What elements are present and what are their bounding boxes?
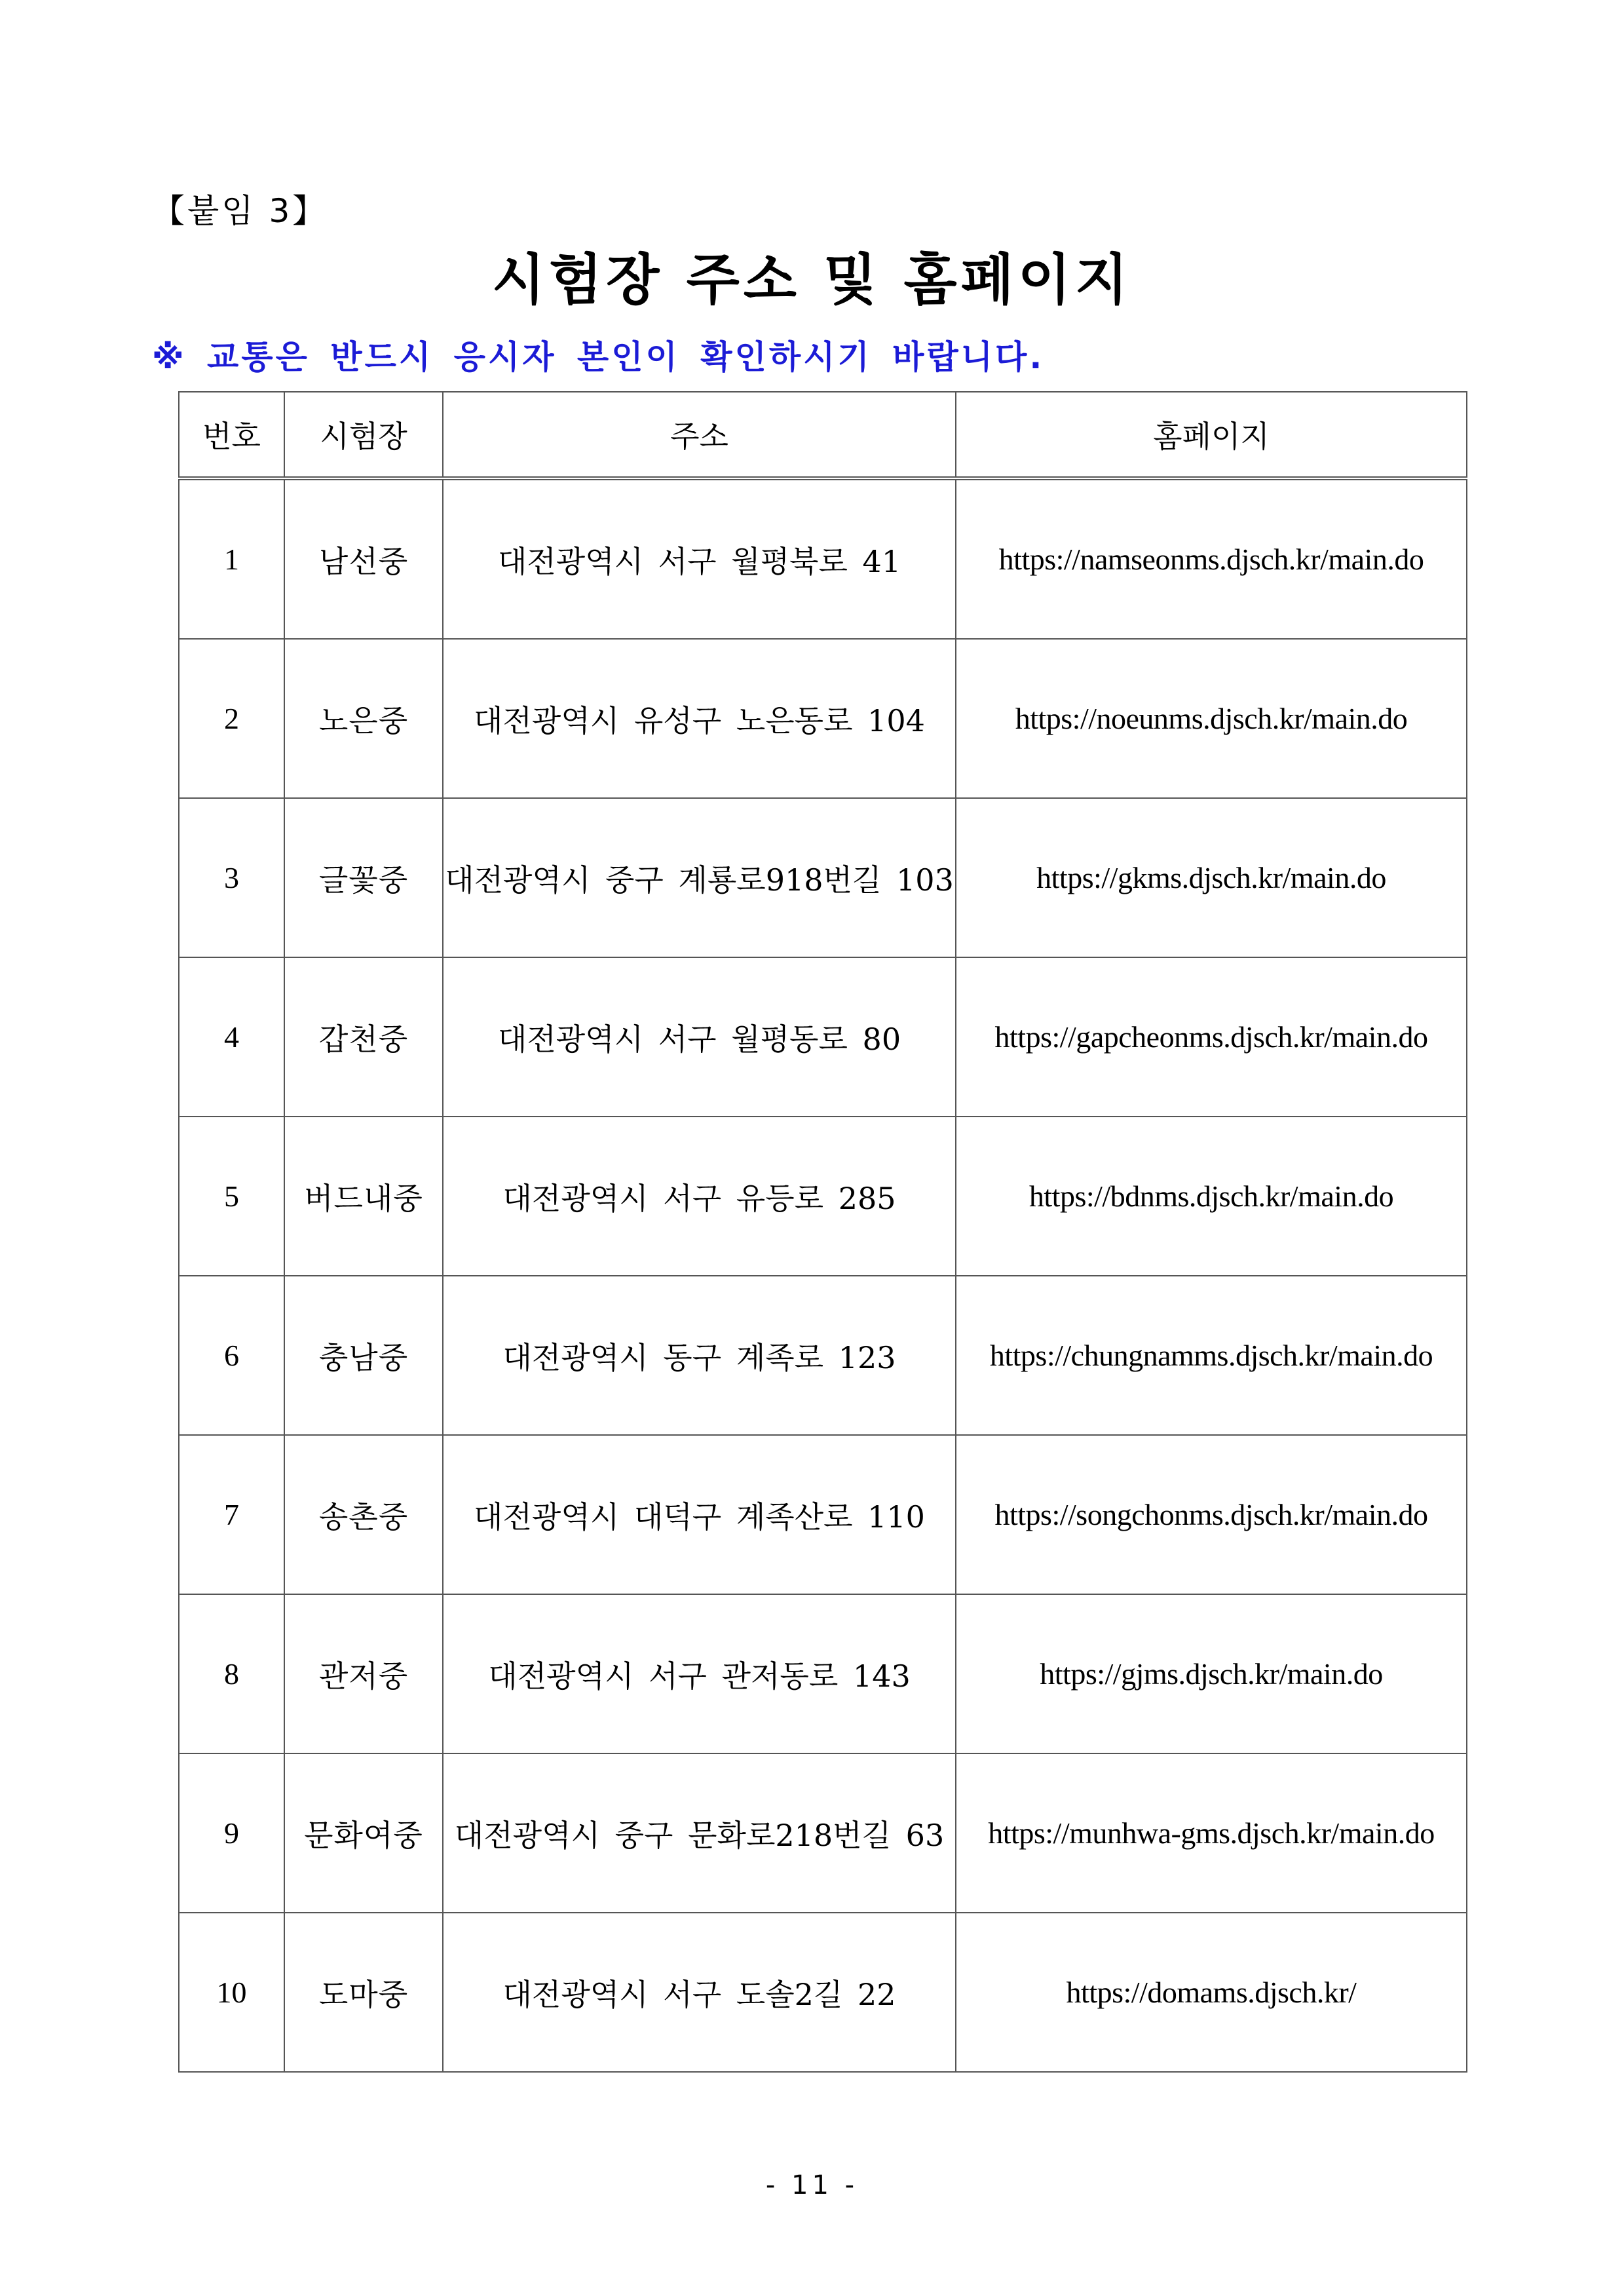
- site-name: 버드내중: [284, 1117, 443, 1276]
- header-site: 시험장: [284, 392, 443, 478]
- site-homepage-link[interactable]: https://gkms.djsch.kr/main.do: [956, 798, 1467, 957]
- header-homepage: 홈페이지: [956, 392, 1467, 478]
- site-name: 송촌중: [284, 1435, 443, 1594]
- site-homepage-link[interactable]: https://munhwa-gms.djsch.kr/main.do: [956, 1753, 1467, 1913]
- site-name: 문화여중: [284, 1753, 443, 1913]
- row-number: 6: [179, 1276, 284, 1435]
- site-address: 대전광역시 유성구 노은동로 104: [443, 639, 956, 798]
- table-row: [179, 639, 1467, 798]
- table-row: [179, 1276, 1467, 1435]
- site-address: 대전광역시 서구 관저동로 143: [443, 1594, 956, 1753]
- site-homepage-link[interactable]: https://gjms.djsch.kr/main.do: [956, 1594, 1467, 1753]
- exam-site-table: [178, 391, 1467, 2073]
- site-address: 대전광역시 서구 월평동로 80: [443, 957, 956, 1117]
- site-name: 관저중: [284, 1594, 443, 1753]
- row-number: 2: [179, 639, 284, 798]
- site-homepage-link[interactable]: https://chungnamms.djsch.kr/main.do: [956, 1276, 1467, 1435]
- site-address: 대전광역시 서구 도솔2길 22: [443, 1913, 956, 2072]
- site-name: 도마중: [284, 1913, 443, 2072]
- site-name: 글꽃중: [284, 798, 443, 957]
- site-homepage-link[interactable]: https://songchonms.djsch.kr/main.do: [956, 1435, 1467, 1594]
- site-address: 대전광역시 서구 유등로 285: [443, 1117, 956, 1276]
- site-address: 대전광역시 중구 계룡로918번길 103: [443, 798, 956, 957]
- site-name: 남선중: [284, 478, 443, 639]
- page-number: - 11 -: [765, 2170, 859, 2200]
- attachment-label: 【붙임 3】: [152, 192, 328, 230]
- table-header-row: [179, 392, 1467, 478]
- site-homepage-link[interactable]: https://domams.djsch.kr/: [956, 1913, 1467, 2072]
- site-name: 노은중: [284, 639, 443, 798]
- table-row: [179, 1435, 1467, 1594]
- site-homepage-link[interactable]: https://noeunms.djsch.kr/main.do: [956, 639, 1467, 798]
- header-address: 주소: [443, 392, 956, 478]
- site-address: 대전광역시 동구 계족로 123: [443, 1276, 956, 1435]
- row-number: 1: [179, 478, 284, 639]
- table-row: [179, 1913, 1467, 2072]
- row-number: 7: [179, 1435, 284, 1594]
- site-address: 대전광역시 서구 월평북로 41: [443, 478, 956, 639]
- site-homepage-link[interactable]: https://gapcheonms.djsch.kr/main.do: [956, 957, 1467, 1117]
- row-number: 8: [179, 1594, 284, 1753]
- table-row: [179, 1117, 1467, 1276]
- site-name: 갑천중: [284, 957, 443, 1117]
- site-address: 대전광역시 중구 문화로218번길 63: [443, 1753, 956, 1913]
- site-address: 대전광역시 대덕구 계족산로 110: [443, 1435, 956, 1594]
- table-row: [179, 957, 1467, 1117]
- header-number: 번호: [179, 392, 284, 478]
- transport-notice: ※ 교통은 반드시 응시자 본인이 확인하시기 바랍니다.: [152, 338, 1045, 376]
- table-row: [179, 478, 1467, 639]
- site-name: 충남중: [284, 1276, 443, 1435]
- table-row: [179, 798, 1467, 957]
- table-row: [179, 1753, 1467, 1913]
- row-number: 4: [179, 957, 284, 1117]
- row-number: 10: [179, 1913, 284, 2072]
- row-number: 3: [179, 798, 284, 957]
- row-number: 9: [179, 1753, 284, 1913]
- site-homepage-link[interactable]: https://namseonms.djsch.kr/main.do: [956, 478, 1467, 639]
- row-number: 5: [179, 1117, 284, 1276]
- site-homepage-link[interactable]: https://bdnms.djsch.kr/main.do: [956, 1117, 1467, 1276]
- table-row: [179, 1594, 1467, 1753]
- page-title: 시험장 주소 및 홈페이지: [491, 248, 1133, 312]
